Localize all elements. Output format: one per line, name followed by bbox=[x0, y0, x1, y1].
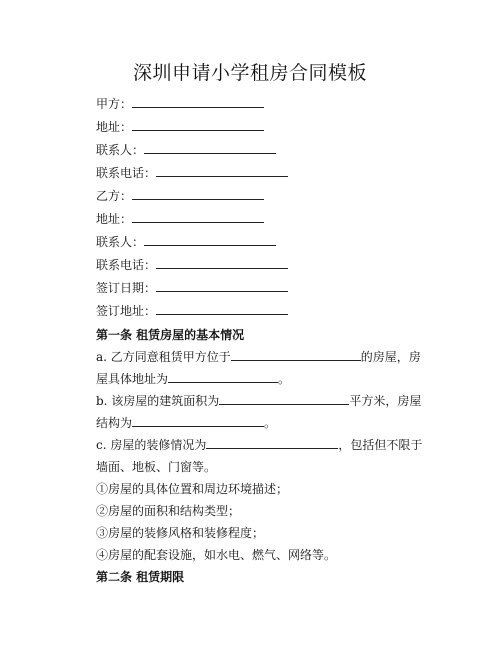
field-label: 乙方： bbox=[96, 189, 133, 203]
field-label: 签订日期： bbox=[96, 281, 157, 295]
clause-b-line1 bbox=[96, 393, 421, 409]
clause-a-text-end: 的房屋，房 bbox=[360, 350, 421, 364]
field-label: 甲方： bbox=[96, 97, 133, 111]
sign-address-field bbox=[96, 303, 288, 319]
blank-line bbox=[132, 415, 264, 427]
field-label: 签订地址： bbox=[96, 304, 157, 318]
field-label: 地址： bbox=[96, 212, 133, 226]
field-label: 地址： bbox=[96, 120, 133, 134]
blank-line bbox=[156, 165, 288, 177]
list-item: ②房屋的面积和结构类型； bbox=[96, 504, 241, 518]
clause-a-line2 bbox=[96, 371, 290, 387]
party-b-address-field bbox=[96, 211, 264, 227]
blank-line bbox=[132, 211, 264, 223]
blank-line bbox=[156, 280, 288, 292]
clause-c-line1 bbox=[96, 437, 422, 453]
blank-line bbox=[144, 142, 276, 154]
party-b-field bbox=[96, 188, 264, 204]
field-label: 联系电话： bbox=[96, 258, 157, 272]
list-item: ④房屋的配套设施，如水电、燃气、网络等。 bbox=[96, 548, 337, 562]
party-b-contact-field bbox=[96, 234, 276, 250]
clause-a-text2-end: 。 bbox=[278, 372, 291, 386]
clause-a-text2: 屋具体地址为 bbox=[96, 372, 169, 386]
document-title: 深圳申请小学租房合同模板 bbox=[132, 62, 367, 84]
clause-c-text: c. 房屋的装修情况为 bbox=[96, 438, 207, 452]
list-item: ③房屋的装修风格和装修程度； bbox=[96, 526, 265, 540]
clause-b-text2: 结构为 bbox=[96, 416, 133, 430]
clause-b-line2 bbox=[96, 415, 276, 431]
party-a-phone-field bbox=[96, 165, 288, 181]
party-b-phone-field bbox=[96, 257, 288, 273]
clause-c-text-end: ，包括但不限于 bbox=[338, 438, 423, 452]
clause-a-text: a. 乙方同意租赁甲方位于 bbox=[96, 350, 231, 364]
party-a-field bbox=[96, 96, 264, 112]
blank-line bbox=[168, 371, 278, 383]
clause-b-text: b. 该房屋的建筑面积为 bbox=[96, 394, 220, 408]
clause-c-line2: 墙面、地板、门窗等。 bbox=[96, 460, 217, 474]
field-label: 联系电话： bbox=[96, 166, 157, 180]
blank-line bbox=[132, 119, 264, 131]
blank-line bbox=[206, 437, 338, 449]
blank-line bbox=[144, 234, 276, 246]
blank-line bbox=[231, 349, 361, 361]
list-item: ①房屋的具体位置和周边环境描述； bbox=[96, 482, 289, 496]
field-label: 联系人： bbox=[96, 235, 145, 249]
party-a-address-field bbox=[96, 119, 264, 135]
blank-line bbox=[156, 257, 288, 269]
clause-a-line1 bbox=[96, 349, 421, 365]
clause-b-text-end: 平方米，房屋 bbox=[349, 394, 422, 408]
section2-heading: 第二条 租赁期限 bbox=[96, 570, 185, 584]
sign-date-field bbox=[96, 280, 288, 296]
field-label: 联系人： bbox=[96, 143, 145, 157]
blank-line bbox=[132, 96, 264, 108]
blank-line bbox=[219, 393, 349, 405]
section1-heading: 第一条 租赁房屋的基本情况 bbox=[96, 328, 245, 342]
clause-b-text2-end: 。 bbox=[264, 416, 277, 430]
blank-line bbox=[132, 188, 264, 200]
blank-line bbox=[156, 303, 288, 315]
party-a-contact-field bbox=[96, 142, 276, 158]
